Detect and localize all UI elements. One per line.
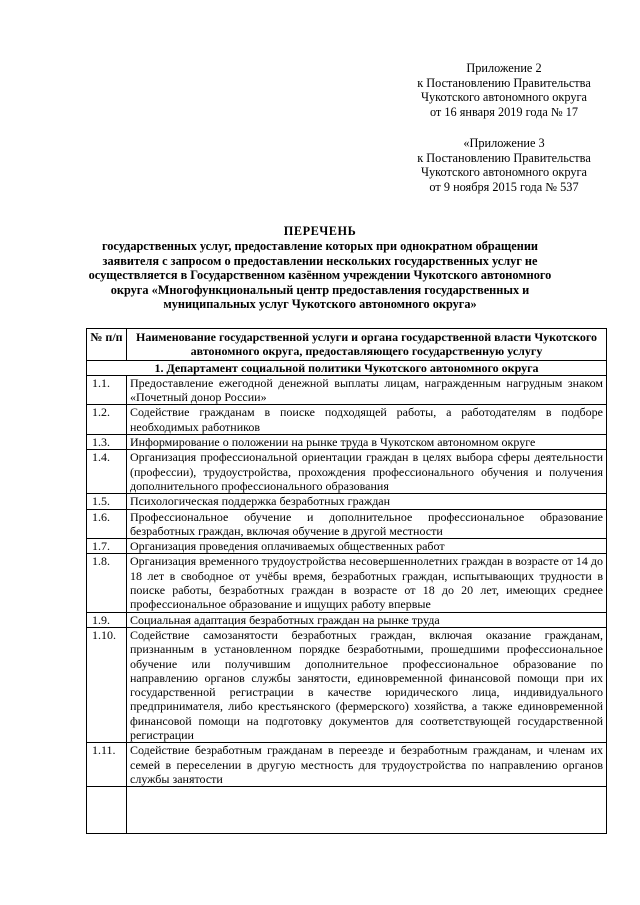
appendix-2-line: от 16 января 2019 года № 17: [429, 104, 579, 119]
empty-row: [87, 787, 607, 834]
appendix-2-line: к Постановлению Правительства: [417, 75, 591, 90]
table-row: [87, 612, 607, 627]
row-service-name: Организация временного трудоустройства несовершеннолетних граждан в возрасте от 14 до 18 лет в свободное от учёбы время, безработных граждан, испытывающих трудности в поиске работы, безработных граждан в возрасте от 18 до 20 лет, имеющих среднее профессиональное образование и ищущих работу впервые: [127, 554, 607, 612]
row-number: 1.4.: [87, 450, 127, 494]
appendix-3-line: «Приложение 3: [463, 136, 545, 150]
row-service-name: Организация профессиональной ориентации граждан в целях выбора сферы деятельности (профессии), трудоустройства, прохождения профессионального обучения и получения дополнительного профессионального образования: [127, 450, 607, 494]
row-service-name: Содействие безработным гражданам в переезде и безработным гражданам, и членам их семей в переселении в другую местность для трудоустройства по направлению органов службы занятости: [127, 743, 607, 787]
row-service-name: Информирование о положении на рынке труда в Чукотском автономном округе: [127, 435, 607, 450]
appendix-2-block: [388, 61, 620, 119]
row-service-name: Содействие гражданам в поиске подходящей работы, а работодателям в подборе необходимых работников: [127, 405, 607, 435]
appendix-3-line: от 9 ноября 2015 года № 537: [429, 179, 579, 194]
row-service-name: Психологическая поддержка безработных граждан: [127, 494, 607, 509]
title-line: округа «Многофункциональный центр предоставления государственных и: [110, 282, 530, 297]
row-number: 1.2.: [87, 405, 127, 435]
table-row: [87, 509, 607, 539]
row-number: 1.5.: [87, 494, 127, 509]
row-number: 1.6.: [87, 509, 127, 539]
row-number: 1.1.: [87, 375, 127, 405]
table-row: [87, 405, 607, 435]
document-title: [88, 224, 552, 311]
row-service-name: Содействие самозанятости безработных граждан, включая оказание гражданам, признанным в установленном порядке безработными, прошедшими профессиональное обучение или получившим дополнительное профессиональное образование по направлению органов службы занятости, единовременной финансовой помощи при их государственной регистрации в качестве юридического лица, индивидуального предпринимателя, либо крестьянского (фермерского) хозяйства, а также единовременной финансовой помощи на подготовку документов для соответствующей государственной регистрации: [127, 627, 607, 742]
section-row: [87, 360, 607, 375]
table-row: [87, 627, 607, 742]
row-number: 1.7.: [87, 539, 127, 554]
empty-cell: [127, 787, 607, 834]
row-service-name: Профессиональное обучение и дополнительное профессиональное образование безработных граждан, включая обучение в другой местности: [127, 509, 607, 539]
row-number: 1.8.: [87, 554, 127, 612]
table-row: [87, 450, 607, 494]
appendix-2-line: Чукотского автономного округа: [421, 90, 587, 104]
title-line: муниципальных услуг Чукотского автономного округа»: [163, 297, 477, 312]
table-row: [87, 743, 607, 787]
appendix-2-line: Приложение 2: [466, 61, 542, 75]
title-line: осуществляется в Государственном казённом учреждении Чукотского автономного: [88, 268, 552, 283]
title-line: государственных услуг, предоставление которых при однократном обращении: [102, 239, 538, 254]
header-name: Наименование государственной услуги и органа государственной власти Чукотского автономного округа, предоставляющего государственную услугу: [127, 329, 607, 361]
table-row: [87, 554, 607, 612]
services-table: [86, 328, 607, 834]
row-number: 1.3.: [87, 435, 127, 450]
row-service-name: Организация проведения оплачиваемых общественных работ: [127, 539, 607, 554]
table-row: [87, 435, 607, 450]
row-number: 1.11.: [87, 743, 127, 787]
appendix-3-line: к Постановлению Правительства: [417, 150, 591, 165]
header-number: № п/п: [87, 329, 127, 361]
appendix-3-line: Чукотского автономного округа: [421, 165, 587, 179]
table-header-row: [87, 329, 607, 361]
section-title: 1. Департамент социальной политики Чукотского автономного округа: [87, 360, 607, 375]
title-line: заявителя с запросом о предоставлении нескольких государственных услуг не: [102, 253, 538, 268]
table-row: [87, 539, 607, 554]
title-heading: ПЕРЕЧЕНЬ: [283, 224, 357, 238]
row-service-name: Социальная адаптация безработных граждан на рынке труда: [127, 612, 607, 627]
empty-cell: [87, 787, 127, 834]
table-row: [87, 375, 607, 405]
row-service-name: Предоставление ежегодной денежной выплаты лицам, награжденным нагрудным знаком «Почетный донор России»: [127, 375, 607, 405]
table-row: [87, 494, 607, 509]
appendix-3-block: [388, 136, 620, 194]
row-number: 1.9.: [87, 612, 127, 627]
row-number: 1.10.: [87, 627, 127, 742]
